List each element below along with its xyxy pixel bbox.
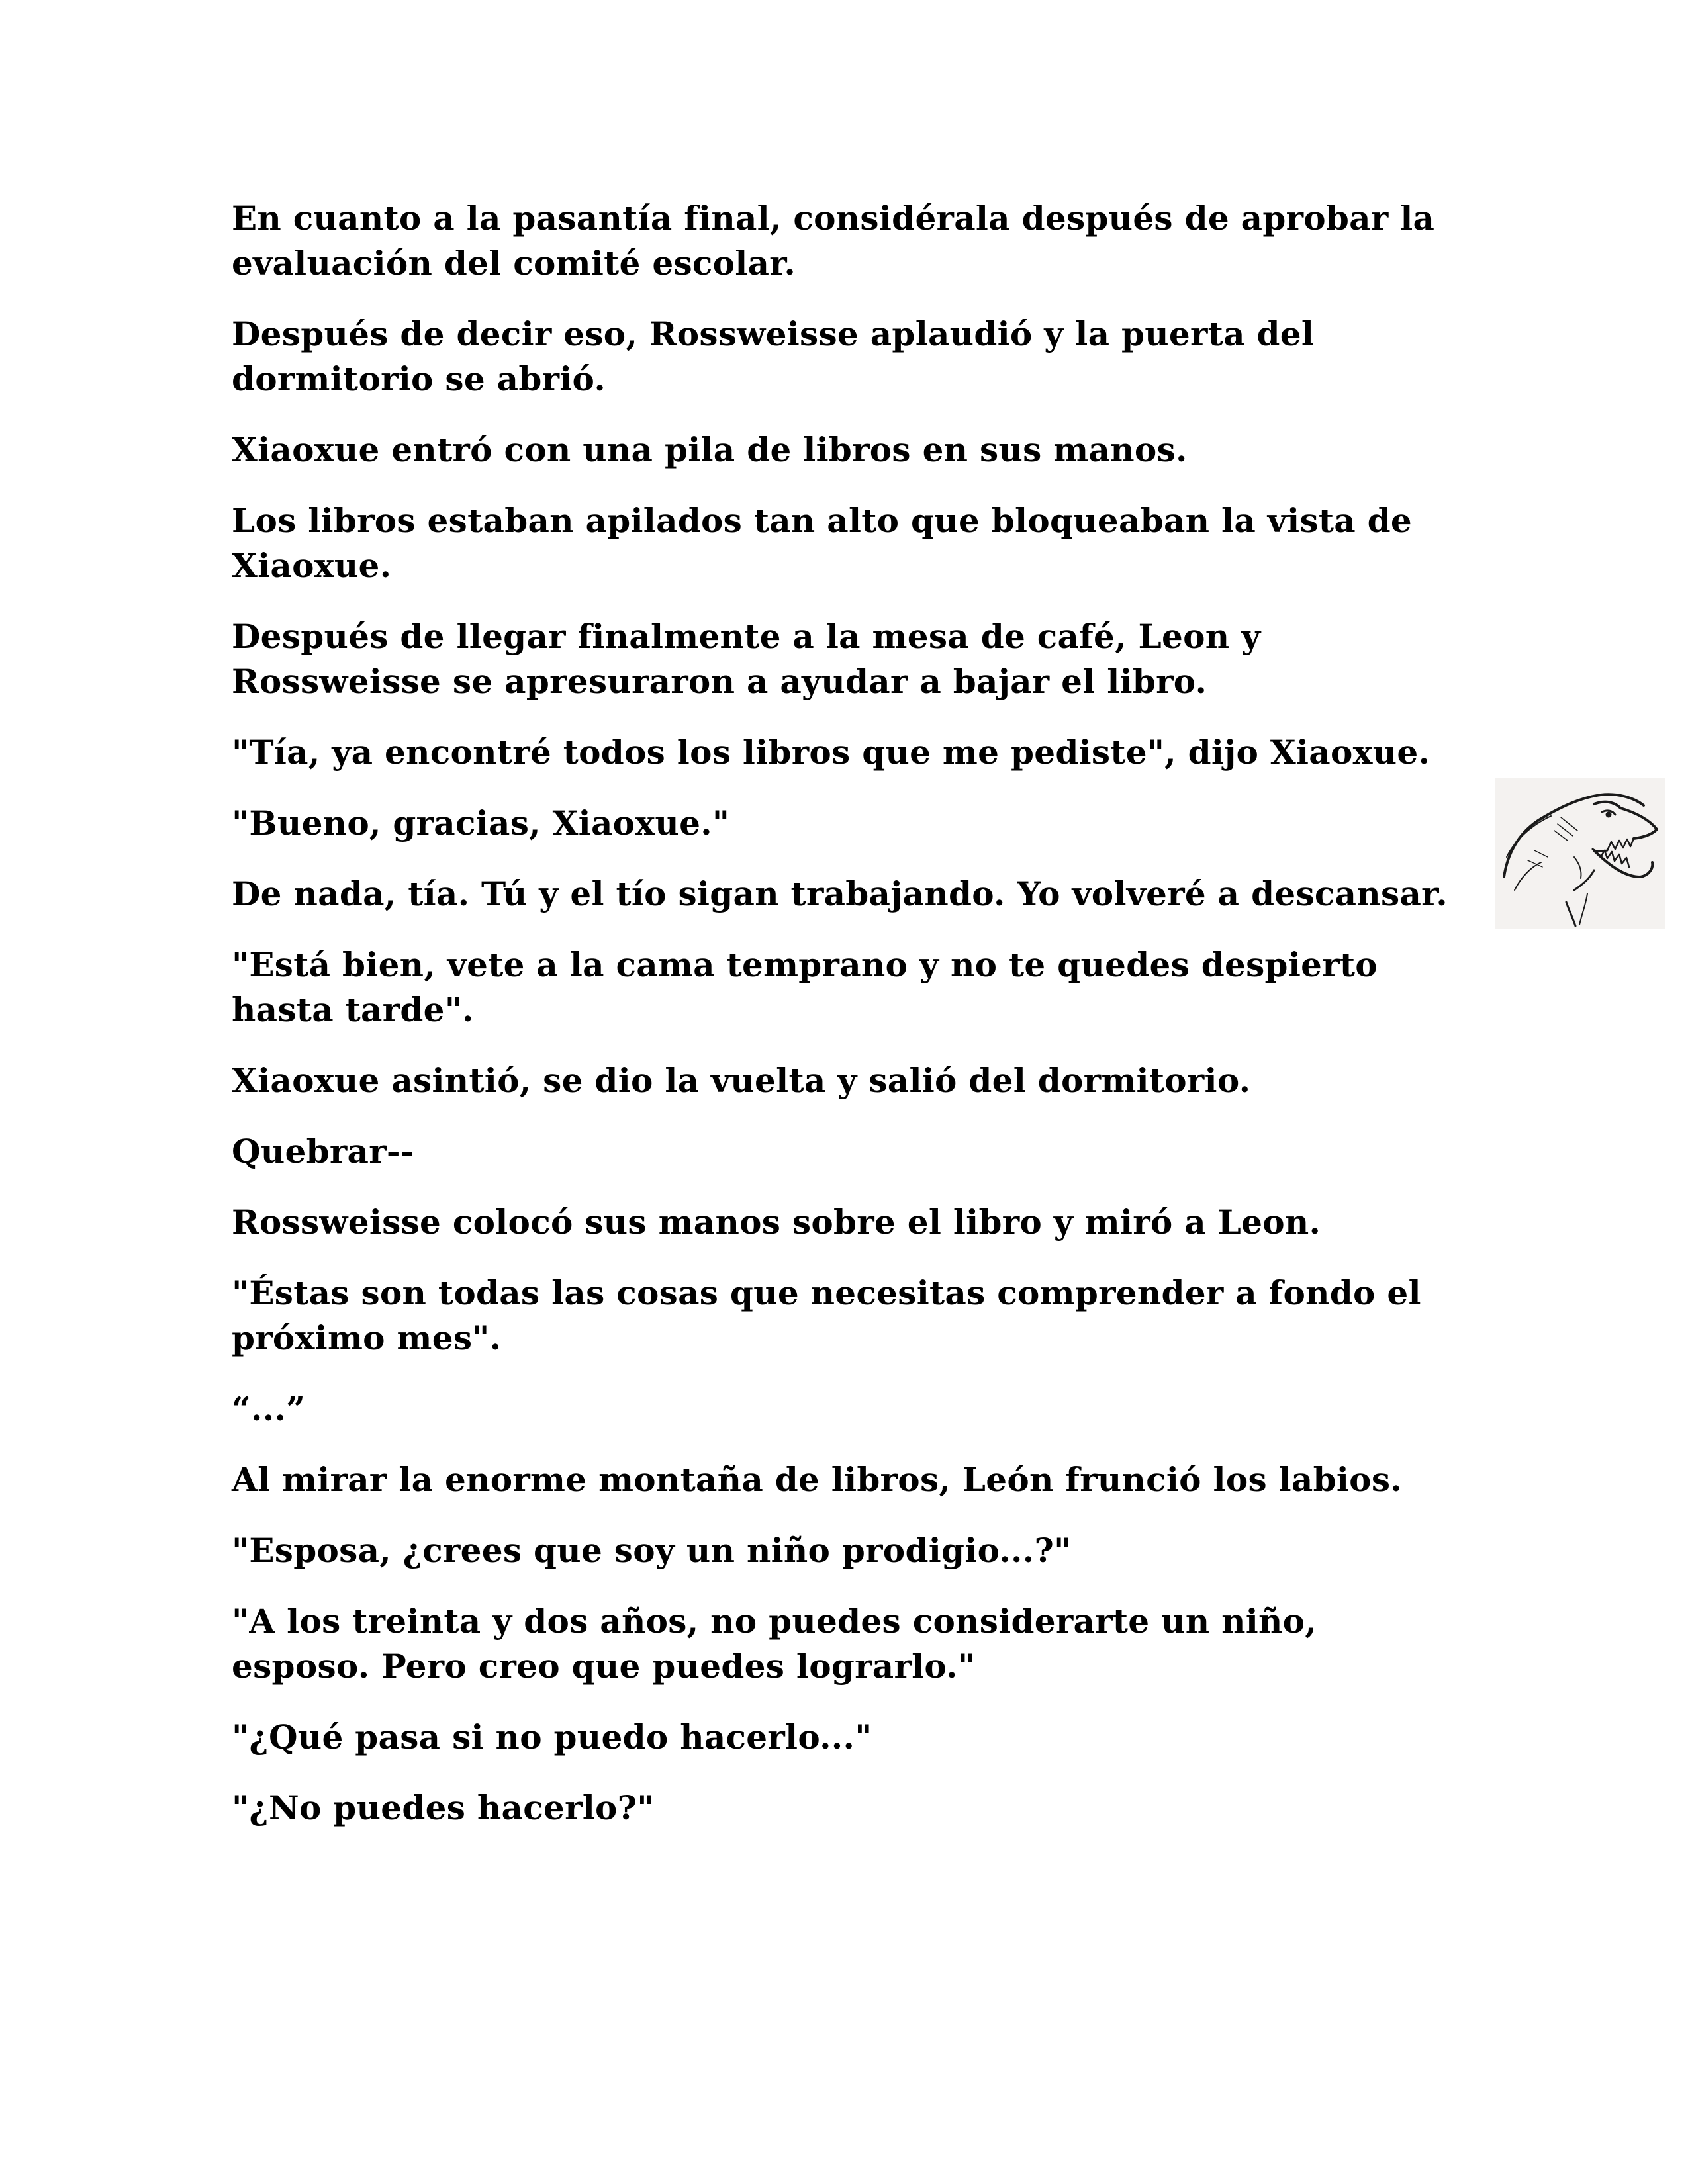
paragraph: "Esposa, ¿crees que soy un niño prodigio...?" bbox=[232, 1531, 1072, 1570]
paragraph: En cuanto a la pasantía final, considérala después de aprobar la evaluación del comité escolar. bbox=[232, 199, 1435, 283]
paragraph: Al mirar la enorme montaña de libros, León frunció los labios. bbox=[232, 1460, 1402, 1499]
paragraph: De nada, tía. Tú y el tío sigan trabajando. Yo volveré a descansar. bbox=[232, 874, 1448, 913]
paragraph: Rossweisse colocó sus manos sobre el libro y miró a Leon. bbox=[232, 1203, 1321, 1242]
paragraph: "Tía, ya encontré todos los libros que me pediste", dijo Xiaoxue. bbox=[232, 733, 1430, 772]
dinosaur-sketch-icon bbox=[1495, 778, 1665, 929]
paragraph: "Éstas son todas las cosas que necesitas comprender a fondo el próximo mes". bbox=[232, 1273, 1421, 1357]
paragraph: Después de decir eso, Rossweisse aplaudió y la puerta del dormitorio se abrió. bbox=[232, 314, 1315, 398]
paragraph: Después de llegar finalmente a la mesa de café, Leon y Rossweisse se apresuraron a ayudar a bajar el libro. bbox=[232, 617, 1261, 701]
paragraph: Xiaoxue entró con una pila de libros en sus manos. bbox=[232, 430, 1188, 469]
paragraph: "Bueno, gracias, Xiaoxue." bbox=[232, 803, 730, 842]
paragraph: “...” bbox=[232, 1389, 306, 1428]
document-body bbox=[232, 196, 1456, 1856]
paragraph: Quebrar-- bbox=[232, 1132, 414, 1171]
paragraph: Xiaoxue asintió, se dio la vuelta y salió del dormitorio. bbox=[232, 1061, 1251, 1100]
paragraph: "A los treinta y dos años, no puedes considerarte un niño, esposo. Pero creo que puedes lograrlo." bbox=[232, 1602, 1317, 1686]
paragraph: "Está bien, vete a la cama temprano y no te quedes despierto hasta tarde". bbox=[232, 945, 1378, 1029]
paragraph: "¿Qué pasa si no puedo hacerlo..." bbox=[232, 1717, 872, 1756]
paragraph: "¿No puedes hacerlo?" bbox=[232, 1788, 655, 1827]
paragraph: Los libros estaban apilados tan alto que bloqueaban la vista de Xiaoxue. bbox=[232, 501, 1412, 585]
